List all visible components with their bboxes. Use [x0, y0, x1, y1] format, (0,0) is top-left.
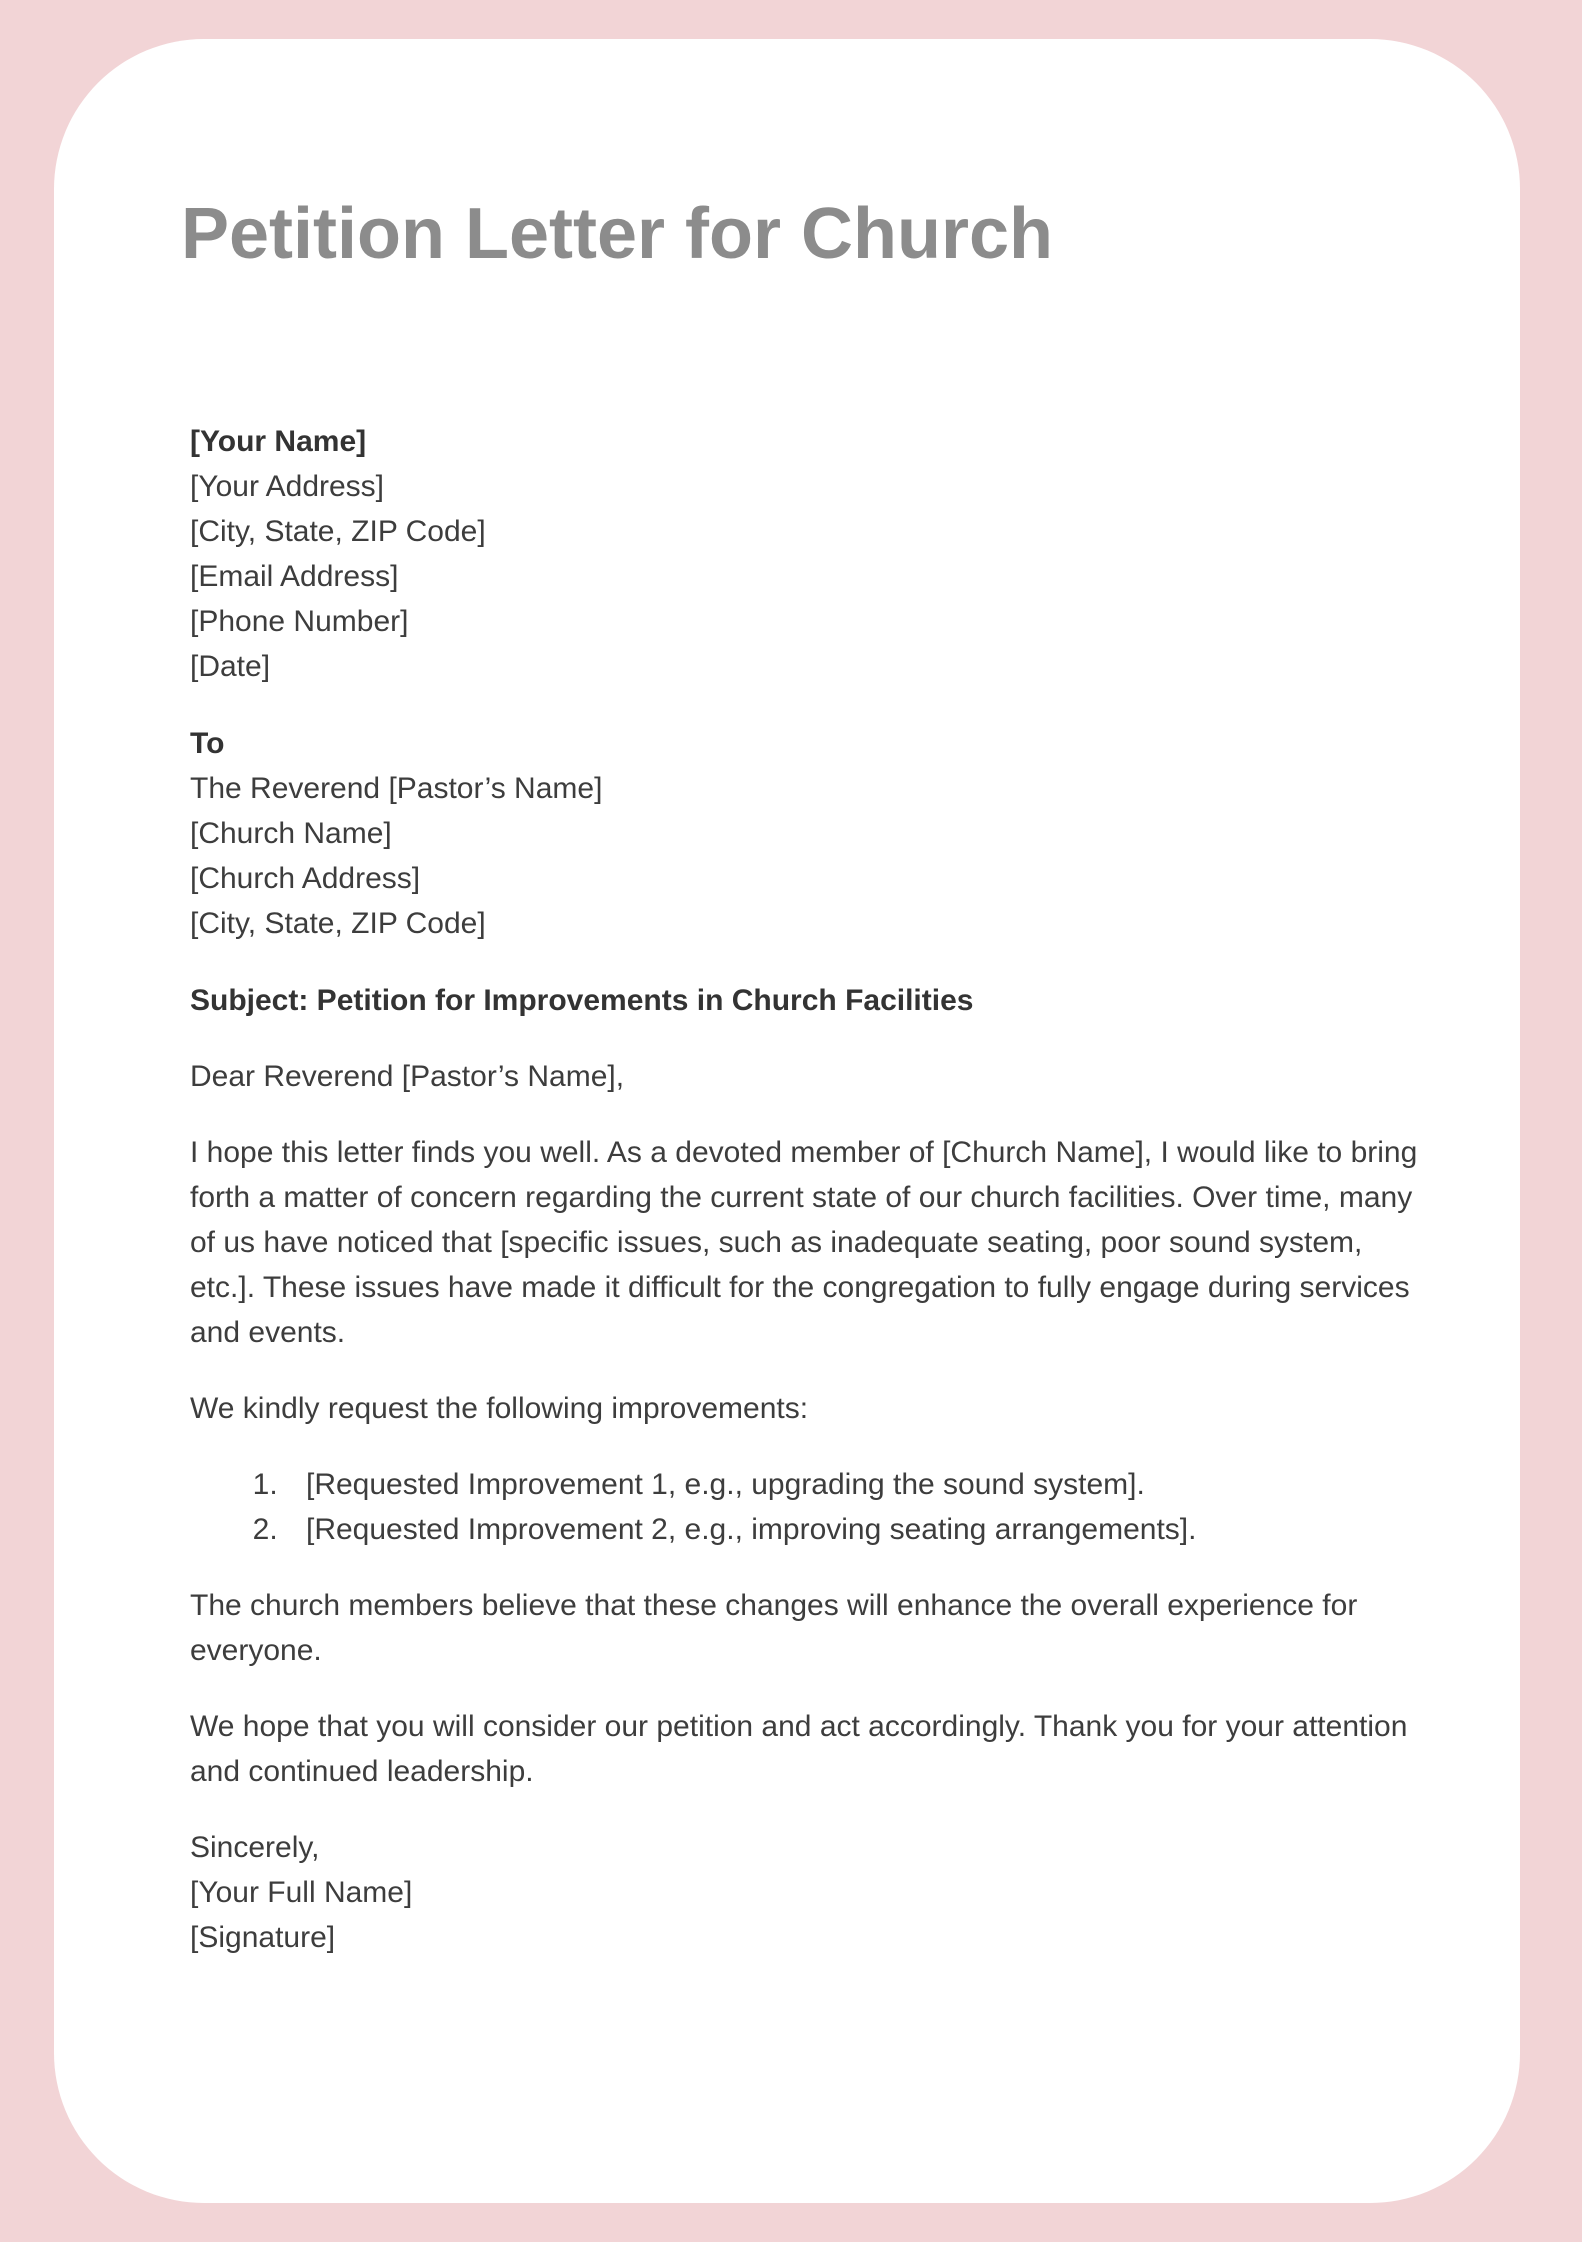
paragraph-request-lead: We kindly request the following improvements: — [190, 1392, 809, 1425]
recipient-city: [City, State, ZIP Code] — [190, 907, 486, 940]
subject-line: Subject: Petition for Improvements in Church Facilities — [190, 984, 974, 1017]
page-title: Petition Letter for Church — [180, 194, 1053, 274]
recipient-block — [190, 721, 1430, 946]
paragraph-intro: I hope this letter finds you well. As a devoted member of [Church Name], I would like to bring forth a matter of concern regarding the current state of our church facilities. Over time, many of us have noticed that [specific issues, such as inadequate seating, poor sound system, etc.]. These issues have made it difficult for the congregation to fully engage during services and events. — [190, 1136, 1418, 1349]
sender-date: [Date] — [190, 650, 271, 683]
list-item: 1. [Requested Improvement 1, e.g., upgrading the sound system]. — [286, 1462, 1430, 1507]
valediction: Sincerely, — [190, 1831, 320, 1864]
recipient-label: To — [190, 727, 225, 760]
list-item: 2. [Requested Improvement 2, e.g., improving seating arrangements]. — [286, 1507, 1430, 1552]
sender-city: [City, State, ZIP Code] — [190, 515, 486, 548]
letter-body — [190, 419, 1430, 1960]
salutation: Dear Reverend [Pastor’s Name], — [190, 1060, 625, 1093]
sender-email: [Email Address] — [190, 560, 399, 593]
paragraph-closing: We hope that you will consider our petition and act accordingly. Thank you for your attention and continued leadership. — [190, 1710, 1408, 1788]
sender-address: [Your Address] — [190, 470, 385, 503]
recipient-church: [Church Name] — [190, 817, 392, 850]
sender-name: [Your Name] — [190, 425, 367, 458]
recipient-address: [Church Address] — [190, 862, 421, 895]
signer-full-name: [Your Full Name] — [190, 1876, 413, 1909]
requests-list — [190, 1462, 1430, 1552]
sender-block — [190, 419, 1430, 689]
letter-card — [54, 39, 1520, 2203]
paragraph-benefit: The church members believe that these changes will enhance the overall experience for everyone. — [190, 1589, 1358, 1667]
signature-block — [190, 1825, 1430, 1960]
signature-placeholder: [Signature] — [190, 1921, 336, 1954]
sender-phone: [Phone Number] — [190, 605, 409, 638]
recipient-name: The Reverend [Pastor’s Name] — [190, 772, 603, 805]
